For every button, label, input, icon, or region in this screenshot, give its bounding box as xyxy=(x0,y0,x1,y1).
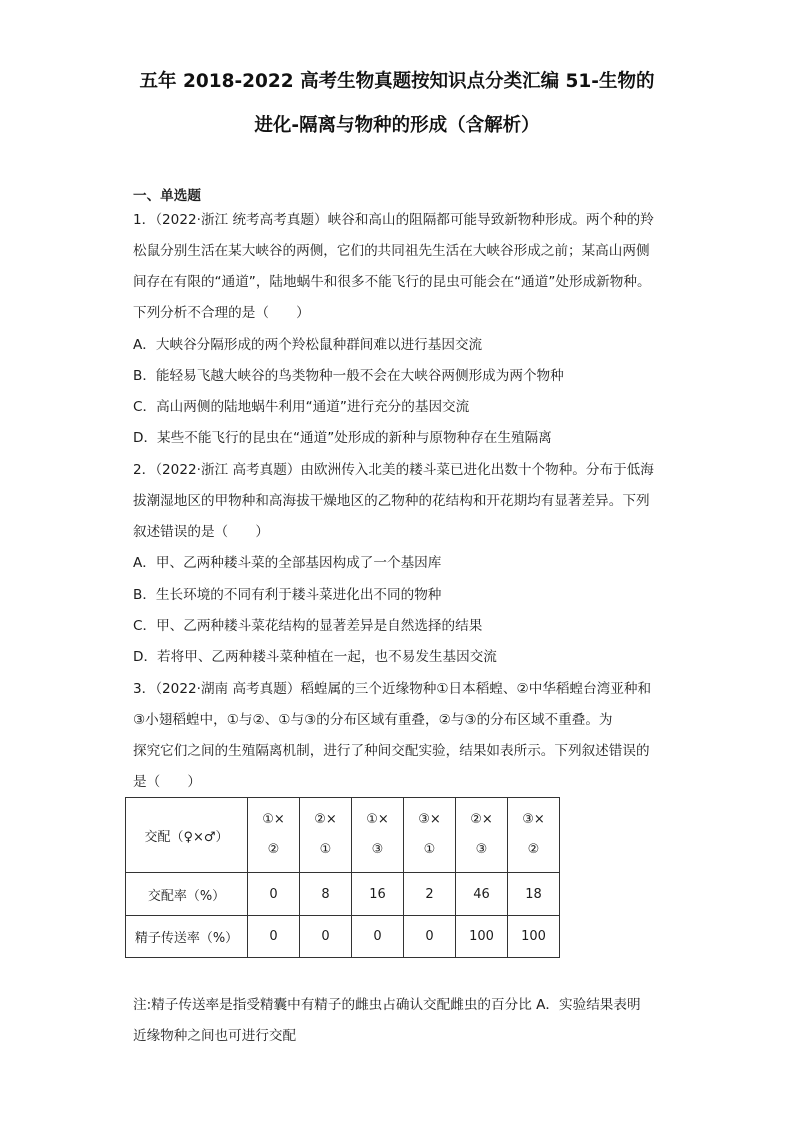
cross-bottom: ② xyxy=(527,842,540,857)
cross-bottom: ① xyxy=(423,842,436,857)
text-line: ③小翅稻蝗中，①与②、①与③的分布区域有重叠，②与③的分布区域不重叠。为 xyxy=(133,712,613,728)
text-line: 间存在有限的“通道”，陆地蜗牛和很多不能飞行的昆虫可能会在“通道”处形成新物种。 xyxy=(133,274,651,290)
text-line: 是（ ） xyxy=(133,774,201,790)
text-line: 探究它们之间的生殖隔离机制，进行了种间交配实验，结果如表所示。下列叙述错误的 xyxy=(133,743,650,759)
table-cell: 46 xyxy=(456,873,508,916)
table-cell: 0 xyxy=(248,916,300,958)
text-line: 3．（2022·湖南 高考真题）稻蝗属的三个近缘物种①日本稻蝗、②中华稻蝗台湾亚种和 xyxy=(133,681,652,697)
table-cell: 18 xyxy=(508,873,560,916)
document-title-line2: 进化-隔离与物种的形成（含解析） xyxy=(254,115,540,136)
cross-top: ③× xyxy=(418,812,441,827)
row-header-mating-rate: 交配率（%） xyxy=(126,873,248,916)
table-cell xyxy=(352,798,404,873)
row-header-cross: 交配（♀×♂） xyxy=(126,798,248,873)
text-line: 拔潮湿地区的甲物种和高海拔干燥地区的乙物种的花结构和开花期均有显著差异。下列 xyxy=(133,493,650,509)
table-cell xyxy=(404,798,456,873)
cross-bottom: ① xyxy=(319,842,332,857)
row-header-sperm-rate: 精子传送率（%） xyxy=(126,916,248,958)
table-cell: 0 xyxy=(352,916,404,958)
note-line: 注:精子传送率是指受精囊中有精子的雌虫占确认交配雌虫的百分比 A．实验结果表明 xyxy=(133,997,641,1013)
cross-top: ①× xyxy=(366,812,389,827)
table-cell: 0 xyxy=(300,916,352,958)
mating-results-table xyxy=(125,797,560,958)
cross-bottom: ③ xyxy=(371,842,384,857)
note-line: 近缘物种之间也可进行交配 xyxy=(133,1028,297,1044)
option-line: C．甲、乙两种耧斗菜花结构的显著差异是自然选择的结果 xyxy=(133,618,483,634)
option-line: A．大峡谷分隔形成的两个羚松鼠种群间难以进行基因交流 xyxy=(133,337,483,353)
text-line: 下列分析不合理的是（ ） xyxy=(133,305,310,321)
cross-top: ③× xyxy=(522,812,545,827)
text-line: 1．（2022·浙江 统考高考真题）峡谷和高山的阻隔都可能导致新物种形成。两个种的羚 xyxy=(133,212,654,228)
cross-top: ②× xyxy=(314,812,337,827)
option-line: B．生长环境的不同有利于耧斗菜进化出不同的物种 xyxy=(133,587,442,603)
table-cell: 100 xyxy=(508,916,560,958)
table-cell: 2 xyxy=(404,873,456,916)
text-line: 2．（2022·浙江 高考真题）由欧洲传入北美的耧斗菜已进化出数十个物种。分布于低海 xyxy=(133,462,654,478)
table-row xyxy=(126,798,560,873)
table-cell xyxy=(456,798,508,873)
table-row xyxy=(126,873,560,916)
text-line: 松鼠分别生活在某大峡谷的两侧，它们的共同祖先生活在大峡谷形成之前；某高山两侧 xyxy=(133,243,650,259)
section-heading: 一、单选题 xyxy=(133,188,201,204)
table-cell: 100 xyxy=(456,916,508,958)
text-line: 叙述错误的是（ ） xyxy=(133,524,269,540)
table-cell xyxy=(248,798,300,873)
option-line: B．能轻易飞越大峡谷的鸟类物种一般不会在大峡谷两侧形成为两个物种 xyxy=(133,368,564,384)
option-line: D．某些不能飞行的昆虫在“通道”处形成的新种与原物种存在生殖隔离 xyxy=(133,430,552,446)
cross-top: ①× xyxy=(262,812,285,827)
option-line: A．甲、乙两种耧斗菜的全部基因构成了一个基因库 xyxy=(133,555,442,571)
table-cell: 0 xyxy=(404,916,456,958)
table-row xyxy=(126,916,560,958)
option-line: D．若将甲、乙两种耧斗菜种植在一起，也不易发生基因交流 xyxy=(133,649,497,665)
table-cell: 0 xyxy=(248,873,300,916)
table-cell: 16 xyxy=(352,873,404,916)
document-title-line1: 五年 2018-2022 高考生物真题按知识点分类汇编 51-生物的 xyxy=(139,71,655,92)
cross-bottom: ② xyxy=(267,842,280,857)
table-cell xyxy=(508,798,560,873)
table-cell: 8 xyxy=(300,873,352,916)
cross-bottom: ③ xyxy=(475,842,488,857)
cross-top: ②× xyxy=(470,812,493,827)
table-cell xyxy=(300,798,352,873)
option-line: C．高山两侧的陆地蜗牛利用“通道”进行充分的基因交流 xyxy=(133,399,470,415)
